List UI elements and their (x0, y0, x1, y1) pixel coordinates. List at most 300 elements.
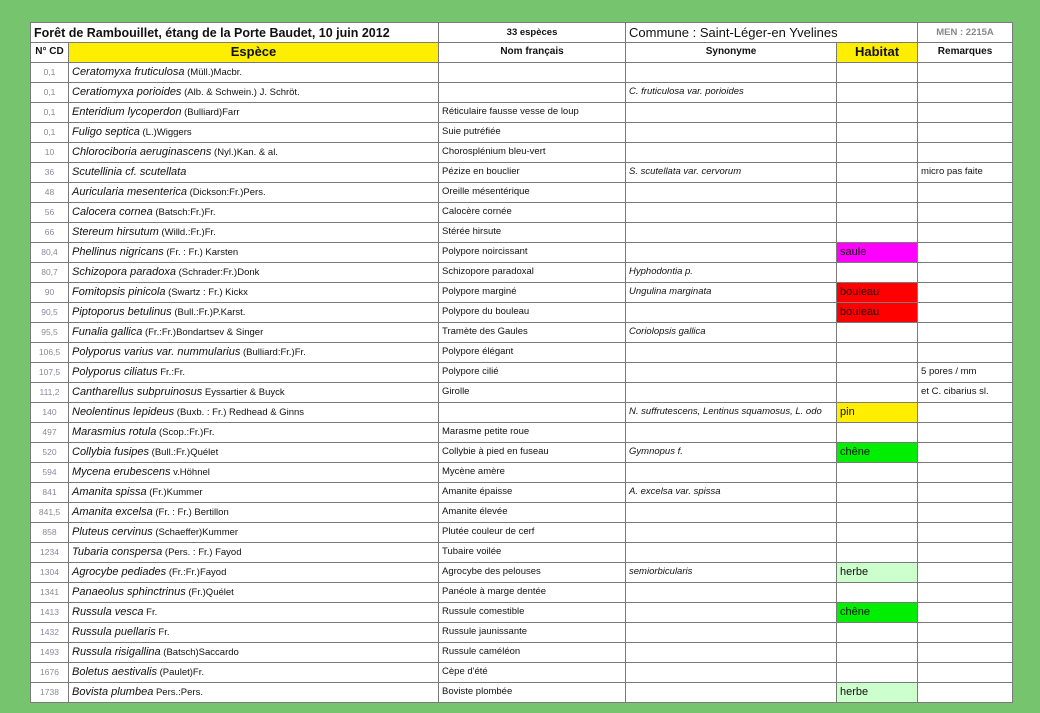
cd-number: 36 (31, 162, 69, 182)
remark (918, 682, 1013, 702)
synonym (626, 382, 837, 402)
french-name (439, 402, 626, 422)
french-name: Marasme petite roue (439, 422, 626, 442)
french-name: Réticulaire fausse vesse de loup (439, 102, 626, 122)
synonym (626, 502, 837, 522)
table-row (31, 62, 1013, 82)
habitat: herbe (837, 562, 918, 582)
species-count: 33 espèces (439, 23, 626, 43)
cd-number: 1304 (31, 562, 69, 582)
table-row (31, 222, 1013, 242)
synonym: C. fruticulosa var. porioides (626, 82, 837, 102)
species-author: (Müll.)Macbr. (184, 66, 243, 78)
habitat (837, 122, 918, 142)
habitat (837, 102, 918, 122)
remark (918, 562, 1013, 582)
habitat: herbe (837, 682, 918, 702)
species-author: (Schaeffer)Kummer (152, 526, 239, 538)
habitat (837, 142, 918, 162)
species-author: Fr.:Fr. (157, 366, 186, 378)
remark (918, 122, 1013, 142)
table-row (31, 402, 1013, 422)
table-row (31, 662, 1013, 682)
species-name (69, 662, 439, 682)
table-row (31, 602, 1013, 622)
table-row (31, 82, 1013, 102)
cd-number: 48 (31, 182, 69, 202)
species-latin: Phellinus nigricans (72, 245, 164, 258)
species-author: (Bulliard:Fr.)Fr. (240, 346, 306, 358)
species-name (69, 462, 439, 482)
table-row (31, 302, 1013, 322)
species-latin: Piptoporus betulinus (72, 305, 172, 318)
habitat (837, 422, 918, 442)
species-name (69, 502, 439, 522)
remark (918, 642, 1013, 662)
synonym (626, 602, 837, 622)
cd-number: 1341 (31, 582, 69, 602)
header-remarques: Remarques (918, 43, 1013, 63)
species-latin: Russula risigallina (72, 645, 161, 658)
synonym: S. scutellata var. cervorum (626, 162, 837, 182)
species-name (69, 122, 439, 142)
habitat (837, 62, 918, 82)
species-author: (Fr.:Fr.)Fayod (166, 566, 227, 578)
habitat (837, 362, 918, 382)
table-row (31, 362, 1013, 382)
synonym (626, 662, 837, 682)
cd-number: 1413 (31, 602, 69, 622)
species-name (69, 542, 439, 562)
remark (918, 462, 1013, 482)
synonym (626, 102, 837, 122)
species-latin: Ceratiomyxa porioides (72, 85, 182, 98)
species-latin: Stereum hirsutum (72, 225, 159, 238)
species-author: Fr. (155, 626, 170, 638)
species-name (69, 422, 439, 442)
french-name: Pézize en bouclier (439, 162, 626, 182)
species-author: (Fr.)Kummer (146, 486, 203, 498)
species-author: (Scop.:Fr.)Fr. (156, 426, 215, 438)
remark (918, 342, 1013, 362)
habitat: bouleau (837, 302, 918, 322)
cd-number: 1493 (31, 642, 69, 662)
cd-number: 497 (31, 422, 69, 442)
species-latin: Auricularia mesenterica (72, 185, 187, 198)
table-row (31, 522, 1013, 542)
remark (918, 62, 1013, 82)
table-row (31, 582, 1013, 602)
french-name: Polypore du bouleau (439, 302, 626, 322)
species-latin: Cantharellus subpruinosus (72, 385, 203, 398)
remark (918, 322, 1013, 342)
synonym (626, 522, 837, 542)
header-nom-francais: Nom français (439, 43, 626, 63)
french-name: Panéole à marge dentée (439, 582, 626, 602)
remark (918, 582, 1013, 602)
species-latin: Boletus aestivalis (72, 665, 157, 678)
synonym (626, 122, 837, 142)
french-name: Boviste plombée (439, 682, 626, 702)
table-row (31, 342, 1013, 362)
cd-number: 107,5 (31, 362, 69, 382)
species-latin: Fomitopsis pinicola (72, 285, 166, 298)
cd-number: 90 (31, 282, 69, 302)
species-author: (Willd.:Fr.)Fr. (158, 226, 216, 238)
species-latin: Pluteus cervinus (72, 525, 153, 538)
cd-number: 841 (31, 482, 69, 502)
species-author: (Dickson:Fr.)Pers. (186, 186, 266, 198)
remark (918, 262, 1013, 282)
species-name (69, 602, 439, 622)
remark (918, 222, 1013, 242)
cd-number: 858 (31, 522, 69, 542)
species-latin: Amanita spissa (72, 485, 147, 498)
synonym (626, 302, 837, 322)
cd-number: 106,5 (31, 342, 69, 362)
table-row (31, 682, 1013, 702)
remark (918, 282, 1013, 302)
table-row (31, 442, 1013, 462)
cd-number: 95,5 (31, 322, 69, 342)
french-name: Polypore marginé (439, 282, 626, 302)
habitat (837, 182, 918, 202)
remark (918, 622, 1013, 642)
synonym (626, 342, 837, 362)
french-name: Girolle (439, 382, 626, 402)
remark (918, 102, 1013, 122)
table-row (31, 102, 1013, 122)
species-name (69, 642, 439, 662)
species-name (69, 482, 439, 502)
cd-number: 66 (31, 222, 69, 242)
remark (918, 202, 1013, 222)
french-name: Polypore noircissant (439, 242, 626, 262)
species-name (69, 582, 439, 602)
remark (918, 182, 1013, 202)
table-row (31, 242, 1013, 262)
species-latin: Scutellinia cf. scutellata (72, 165, 187, 178)
species-name (69, 322, 439, 342)
species-author: (Fr.:Fr.)Bondartsev & Singer (142, 326, 264, 338)
species-latin: Polyporus ciliatus (72, 365, 158, 378)
species-author: (Alb. & Schwein.) J. Schröt. (181, 86, 300, 98)
synonym: Coriolopsis gallica (626, 322, 837, 342)
french-name: Calocère cornée (439, 202, 626, 222)
synonym (626, 642, 837, 662)
cd-number: 0,1 (31, 102, 69, 122)
synonym: semiorbicularis (626, 562, 837, 582)
remark (918, 482, 1013, 502)
cd-number: 1738 (31, 682, 69, 702)
synonym (626, 142, 837, 162)
species-name (69, 202, 439, 222)
french-name: Polypore élégant (439, 342, 626, 362)
habitat (837, 202, 918, 222)
species-author: (Buxb. : Fr.) Redhead & Ginns (174, 406, 305, 418)
habitat (837, 462, 918, 482)
cd-number: 0,1 (31, 82, 69, 102)
cd-number: 111,2 (31, 382, 69, 402)
species-latin: Tubaria conspersa (72, 545, 163, 558)
french-name: Cèpe d'été (439, 662, 626, 682)
species-author: (Fr.)Quélet (185, 586, 234, 598)
remark (918, 522, 1013, 542)
synonym (626, 462, 837, 482)
table-row (31, 382, 1013, 402)
species-name (69, 82, 439, 102)
habitat (837, 222, 918, 242)
french-name: Stérée hirsute (439, 222, 626, 242)
remark (918, 502, 1013, 522)
habitat: saule (837, 242, 918, 262)
men-code: MEN : 2215A (918, 23, 1013, 43)
species-author: (Batsch:Fr.)Fr. (152, 206, 216, 218)
french-name: Polypore cilié (439, 362, 626, 382)
remark: micro pas faite (918, 162, 1013, 182)
species-name (69, 242, 439, 262)
header-habitat: Habitat (837, 43, 918, 63)
cd-number: 80,4 (31, 242, 69, 262)
species-name (69, 442, 439, 462)
species-latin: Russula puellaris (72, 625, 156, 638)
habitat (837, 262, 918, 282)
table-row (31, 282, 1013, 302)
species-latin: Agrocybe pediades (72, 565, 167, 578)
title-row (31, 23, 1013, 43)
species-name (69, 382, 439, 402)
page-title: Forêt de Rambouillet, étang de la Porte Baudet, 10 juin 2012 (31, 23, 439, 43)
synonym (626, 622, 837, 642)
habitat (837, 542, 918, 562)
species-name (69, 222, 439, 242)
species-latin: Chlorociboria aeruginascens (72, 145, 212, 158)
table-row (31, 622, 1013, 642)
species-author: v.Höhnel (170, 466, 210, 478)
cd-number: 1676 (31, 662, 69, 682)
species-author: (Bulliard)Farr (181, 106, 240, 118)
cd-number: 520 (31, 442, 69, 462)
species-table (30, 22, 1013, 703)
species-author: Eyssartier & Buyck (202, 386, 285, 398)
french-name: Russule comestible (439, 602, 626, 622)
species-author: (Nyl.)Kan. & al. (211, 146, 278, 158)
habitat (837, 642, 918, 662)
cd-number: 0,1 (31, 62, 69, 82)
species-name (69, 342, 439, 362)
table-row (31, 542, 1013, 562)
synonym (626, 582, 837, 602)
french-name: Russule caméléon (439, 642, 626, 662)
species-latin: Amanita excelsa (72, 505, 153, 518)
habitat (837, 162, 918, 182)
french-name: Mycène amère (439, 462, 626, 482)
synonym (626, 62, 837, 82)
table-row (31, 422, 1013, 442)
remark (918, 402, 1013, 422)
synonym (626, 542, 837, 562)
french-name: Oreille mésentérique (439, 182, 626, 202)
french-name: Amanite épaisse (439, 482, 626, 502)
species-latin: Calocera cornea (72, 205, 153, 218)
remark (918, 442, 1013, 462)
cd-number: 56 (31, 202, 69, 222)
species-name (69, 182, 439, 202)
synonym (626, 422, 837, 442)
species-latin: Polyporus varius var. nummularius (72, 345, 241, 358)
species-name (69, 682, 439, 702)
cd-number: 1432 (31, 622, 69, 642)
species-author: (Paulet)Fr. (157, 666, 204, 678)
synonym: A. excelsa var. spissa (626, 482, 837, 502)
habitat (837, 82, 918, 102)
species-latin: Bovista plumbea (72, 685, 154, 698)
species-author: (Pers. : Fr.) Fayod (162, 546, 242, 558)
french-name (439, 62, 626, 82)
species-latin: Marasmius rotula (72, 425, 157, 438)
species-name (69, 302, 439, 322)
french-name: Collybie à pied en fuseau (439, 442, 626, 462)
species-latin: Russula vesca (72, 605, 144, 618)
cd-number: 841,5 (31, 502, 69, 522)
species-author: (Fr. : Fr.) Bertillon (152, 506, 229, 518)
table-row (31, 142, 1013, 162)
table-row (31, 202, 1013, 222)
species-name (69, 142, 439, 162)
species-author: (Bull.:Fr.)P.Karst. (171, 306, 246, 318)
remark (918, 542, 1013, 562)
table-row (31, 322, 1013, 342)
synonym: Ungulina marginata (626, 282, 837, 302)
table-row (31, 502, 1013, 522)
remark (918, 82, 1013, 102)
remark (918, 142, 1013, 162)
table-row (31, 162, 1013, 182)
species-author: Fr. (143, 606, 158, 618)
species-author: (Schrader:Fr.)Donk (175, 266, 260, 278)
species-name (69, 282, 439, 302)
habitat (837, 662, 918, 682)
french-name: Chorosplénium bleu-vert (439, 142, 626, 162)
habitat (837, 482, 918, 502)
table-row (31, 462, 1013, 482)
species-name (69, 362, 439, 382)
species-author: Pers.:Pers. (153, 686, 203, 698)
species-latin: Schizopora paradoxa (72, 265, 176, 278)
habitat: pin (837, 402, 918, 422)
synonym (626, 222, 837, 242)
species-name (69, 162, 439, 182)
table-row (31, 182, 1013, 202)
header-cd: N° CD (31, 43, 69, 63)
header-row (31, 43, 1013, 63)
french-name (439, 82, 626, 102)
habitat (837, 622, 918, 642)
habitat (837, 522, 918, 542)
species-author: (Bull.:Fr.)Quélet (149, 446, 219, 458)
species-latin: Enteridium lycoperdon (72, 105, 182, 118)
species-latin: Mycena erubescens (72, 465, 171, 478)
synonym (626, 682, 837, 702)
synonym (626, 362, 837, 382)
habitat: chêne (837, 442, 918, 462)
species-name (69, 102, 439, 122)
species-author: (Fr. : Fr.) Karsten (163, 246, 239, 258)
table-row (31, 562, 1013, 582)
species-name (69, 622, 439, 642)
remark: 5 pores / mm (918, 362, 1013, 382)
remark (918, 602, 1013, 622)
commune-label: Commune : Saint-Léger-en Yvelines (626, 23, 918, 43)
synonym (626, 202, 837, 222)
remark (918, 422, 1013, 442)
remark (918, 302, 1013, 322)
species-author: (L.)Wiggers (139, 126, 192, 138)
species-name (69, 562, 439, 582)
french-name: Agrocybe des pelouses (439, 562, 626, 582)
habitat: chêne (837, 602, 918, 622)
species-name (69, 262, 439, 282)
remark: et C. cibarius sl. (918, 382, 1013, 402)
species-latin: Ceratomyxa fruticulosa (72, 65, 185, 78)
cd-number: 1234 (31, 542, 69, 562)
cd-number: 90,5 (31, 302, 69, 322)
synonym: Gymnopus f. (626, 442, 837, 462)
french-name: Tramète des Gaules (439, 322, 626, 342)
species-latin: Funalia gallica (72, 325, 143, 338)
remark (918, 242, 1013, 262)
cd-number: 80,7 (31, 262, 69, 282)
species-latin: Neolentinus lepideus (72, 405, 175, 418)
header-espece: Espèce (69, 43, 439, 63)
habitat (837, 322, 918, 342)
species-latin: Panaeolus sphinctrinus (72, 585, 186, 598)
french-name: Schizopore paradoxal (439, 262, 626, 282)
species-latin: Collybia fusipes (72, 445, 150, 458)
french-name: Russule jaunissante (439, 622, 626, 642)
cd-number: 140 (31, 402, 69, 422)
species-author: (Swartz : Fr.) Kickx (165, 286, 248, 298)
species-author: (Batsch)Saccardo (160, 646, 239, 658)
french-name: Suie putréfiée (439, 122, 626, 142)
table-row (31, 482, 1013, 502)
synonym (626, 242, 837, 262)
synonym: N. suffrutescens, Lentinus squamosus, L. odo (626, 402, 837, 422)
synonym (626, 182, 837, 202)
header-synonyme: Synonyme (626, 43, 837, 63)
species-name (69, 522, 439, 542)
french-name: Amanite élevée (439, 502, 626, 522)
cd-number: 10 (31, 142, 69, 162)
habitat (837, 342, 918, 362)
species-latin: Fuligo septica (72, 125, 140, 138)
table-row (31, 262, 1013, 282)
table-row (31, 122, 1013, 142)
species-name (69, 402, 439, 422)
habitat (837, 502, 918, 522)
habitat (837, 582, 918, 602)
synonym: Hyphodontia p. (626, 262, 837, 282)
cd-number: 594 (31, 462, 69, 482)
habitat (837, 382, 918, 402)
remark (918, 662, 1013, 682)
habitat: bouleau (837, 282, 918, 302)
french-name: Tubaire voilée (439, 542, 626, 562)
table-row (31, 642, 1013, 662)
french-name: Plutée couleur de cerf (439, 522, 626, 542)
species-name (69, 62, 439, 82)
cd-number: 0,1 (31, 122, 69, 142)
